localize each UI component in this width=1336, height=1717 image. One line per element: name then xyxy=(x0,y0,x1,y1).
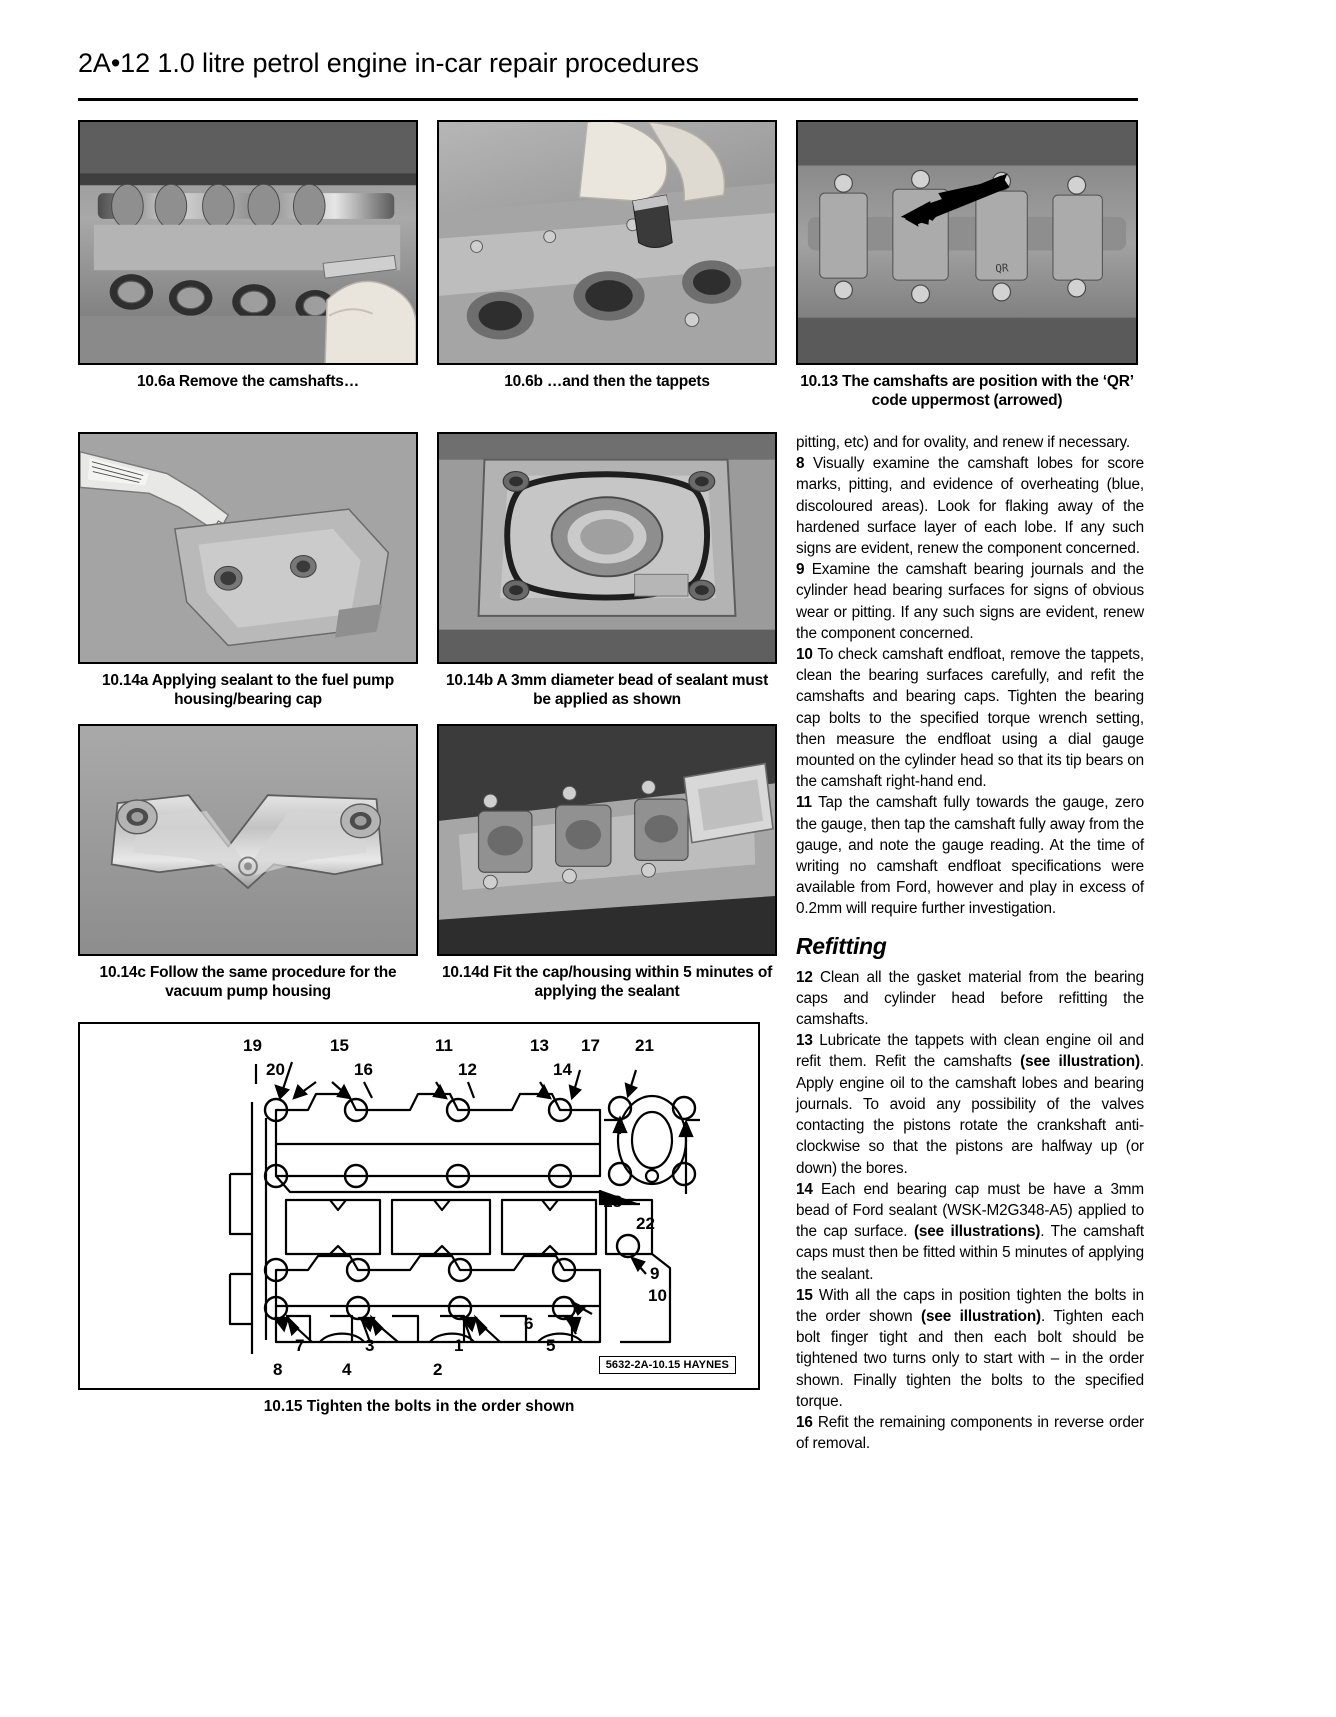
bolt-positions xyxy=(265,1097,695,1319)
svg-text:QR: QR xyxy=(994,261,1009,276)
callout-22: 22 xyxy=(636,1214,655,1233)
callout-6: 6 xyxy=(524,1314,534,1333)
figure-10-6b xyxy=(437,120,777,391)
figure-10-14d xyxy=(437,724,777,1001)
paragraph-13-see-illustration: (see illustration) xyxy=(1020,1053,1140,1071)
callout-9: 9 xyxy=(650,1264,660,1283)
paragraph-13 xyxy=(796,1030,1144,1178)
photo-10-14d xyxy=(437,724,777,956)
paragraph-9-number: 9 xyxy=(796,561,805,579)
callout-21: 21 xyxy=(635,1036,654,1055)
figure-caption-10-14a: 10.14a Applying sealant to the fuel pump housing/bearing cap xyxy=(101,672,394,708)
haynes-code-box: 5632-2A-10.15 HAYNES xyxy=(599,1356,736,1374)
paragraph-15-text-c: . Tighten each bolt finger tight and then each bolt should be tightened two turns only to start with – in the order shown. Finally tighten the bolts to the specified torque. xyxy=(796,1307,1144,1410)
page-header xyxy=(78,46,1138,104)
paragraph-14-see-illustrations: (see illustrations) xyxy=(913,1223,1041,1241)
paragraph-8-number: 8 xyxy=(796,455,805,473)
figure-10-14c xyxy=(78,724,418,1001)
figure-caption-10-15: 10.15 Tighten the bolts in the order shown xyxy=(263,1398,575,1415)
figure-caption-10-14d: 10.14d Fit the cap/housing within 5 minutes of applying the sealant xyxy=(441,964,773,1000)
paragraph-10-number: 10 xyxy=(796,646,813,664)
paragraph-15-text-a: With all the caps in position tighten the bolts in the order shown xyxy=(796,1286,1144,1325)
figure-caption-10-13: 10.13 The camshafts are position with the ‘QR’ code uppermost (arrowed) xyxy=(800,373,1134,409)
figure-10-13 xyxy=(796,120,1138,410)
photo-10-14a xyxy=(78,432,418,664)
paragraph-15 xyxy=(796,1285,1144,1412)
photo-10-13 xyxy=(796,120,1138,365)
paragraph-14-text-a: Each end bearing cap must be have a 3mm bead of Ford sealant (WSK-M2G348-A5) applied to the cap surface. xyxy=(796,1180,1144,1241)
header-divider-rule xyxy=(78,98,1138,101)
body-text-column xyxy=(796,432,1144,1454)
callout-16: 16 xyxy=(354,1060,373,1079)
paragraph-11-text: Tap the camshaft fully towards the gauge, zero the gauge, then tap the camshaft fully away from the gauge, and note the gauge reading. At the time of writing no camshaft endfloat specifications were available from Ford, however and play in excess of 0.2mm will require further investigation. xyxy=(796,794,1144,918)
callout-17: 17 xyxy=(581,1036,600,1055)
paragraph-9 xyxy=(796,559,1144,644)
paragraph-9-text: Examine the camshaft bearing journals and the cylinder head bearing surfaces for signs of obvious wear or pitting. If any such signs are evident, renew the component concerned. xyxy=(796,561,1144,642)
figure-10-14b xyxy=(437,432,777,709)
callout-4: 4 xyxy=(342,1360,352,1379)
paragraph-7-continued: pitting, etc) and for ovality, and renew if necessary. xyxy=(796,434,1130,451)
paragraph-16-text: Refit the remaining components in reverse order of removal. xyxy=(796,1413,1145,1453)
callout-10: 10 xyxy=(648,1286,667,1305)
photo-10-6a xyxy=(78,120,418,365)
paragraph-14-text-c: . The camshaft caps must then be fitted within 5 minutes of applying the sealant. xyxy=(796,1223,1144,1283)
page-title: 2A•12 1.0 litre petrol engine in-car repair procedures xyxy=(78,48,699,78)
photo-10-14c xyxy=(78,724,418,956)
callout-18: 18 xyxy=(603,1192,622,1211)
figure-10-6a xyxy=(78,120,418,391)
callout-15: 15 xyxy=(330,1036,349,1055)
figure-caption-10-14c: 10.14c Follow the same procedure for the vacuum pump housing xyxy=(99,964,397,1000)
paragraph-12-number: 12 xyxy=(796,968,813,986)
callout-14: 14 xyxy=(553,1060,572,1079)
figure-caption-10-6a: 10.6a Remove the camshafts… xyxy=(136,373,360,390)
figure-caption-10-6b: 10.6b …and then the tappets xyxy=(504,373,710,390)
photo-10-6b xyxy=(437,120,777,365)
paragraph-10 xyxy=(796,644,1144,792)
paragraph-15-see-illustration: (see illustration) xyxy=(921,1307,1041,1325)
callout-1: 1 xyxy=(454,1336,464,1355)
callout-7: 7 xyxy=(295,1336,305,1355)
callout-3: 3 xyxy=(365,1336,375,1355)
paragraph-8 xyxy=(796,453,1144,559)
paragraph-16-number: 16 xyxy=(796,1413,813,1431)
paragraph-13-number: 13 xyxy=(796,1032,813,1050)
bolt-tightening-order-diagram xyxy=(78,1022,760,1390)
callout-2: 2 xyxy=(433,1360,443,1379)
paragraph-10-text: To check camshaft endfloat, remove the tappets, clean the bearing surfaces carefully, and refit the camshafts and bearing caps. Tighten the bearing cap bolts to the specified torque wrench setting, then measure the endfloat using a dial gauge mounted on the cylinder head so that its tip bears on the camshaft right-hand end. xyxy=(796,646,1145,791)
paragraph-11 xyxy=(796,792,1144,919)
paragraph-8-text: Visually examine the camshaft lobes for score marks, pitting, and evidence of overheating (blue, discoloured areas). Look for flaking away of the hardened surface layer of each lobe. If any such signs are evident, renew the component concerned. xyxy=(796,455,1145,558)
paragraph-13-text-a: Lubricate the tappets with clean engine oil and refit them. Refit the camshafts xyxy=(796,1032,1144,1071)
callout-11: 11 xyxy=(435,1036,453,1055)
paragraph-13-text-c: . Apply engine oil to the camshaft lobes and bearing journals. To avoid any possibility of the valves contacting the pistons rotate the crankshaft anti-clockwise so that the pistons are halfway up (or down) the bores. xyxy=(796,1053,1144,1177)
paragraph-14 xyxy=(796,1179,1144,1285)
paragraph-12-text: Clean all the gasket material from the bearing caps and cylinder head before refitting the camshafts. xyxy=(796,968,1144,1029)
figure-caption-10-14b: 10.14b A 3mm diameter bead of sealant must be applied as shown xyxy=(445,672,769,708)
section-heading-refitting: Refitting xyxy=(796,932,887,959)
callout-20: 20 xyxy=(266,1060,285,1079)
photo-10-14b xyxy=(437,432,777,664)
paragraph-16 xyxy=(796,1412,1144,1454)
figure-10-14a xyxy=(78,432,418,709)
paragraph-14-number: 14 xyxy=(796,1180,813,1198)
paragraph-15-number: 15 xyxy=(796,1286,813,1304)
callout-19: 19 xyxy=(243,1036,262,1055)
callout-8: 8 xyxy=(273,1360,283,1379)
diagram-linework xyxy=(80,1024,758,1388)
callout-5: 5 xyxy=(546,1336,556,1355)
callout-13: 13 xyxy=(530,1036,549,1055)
paragraph-12 xyxy=(796,967,1144,1031)
leader-arrows xyxy=(256,1062,692,1342)
callout-12: 12 xyxy=(458,1060,477,1079)
paragraph-11-number: 11 xyxy=(796,794,812,812)
